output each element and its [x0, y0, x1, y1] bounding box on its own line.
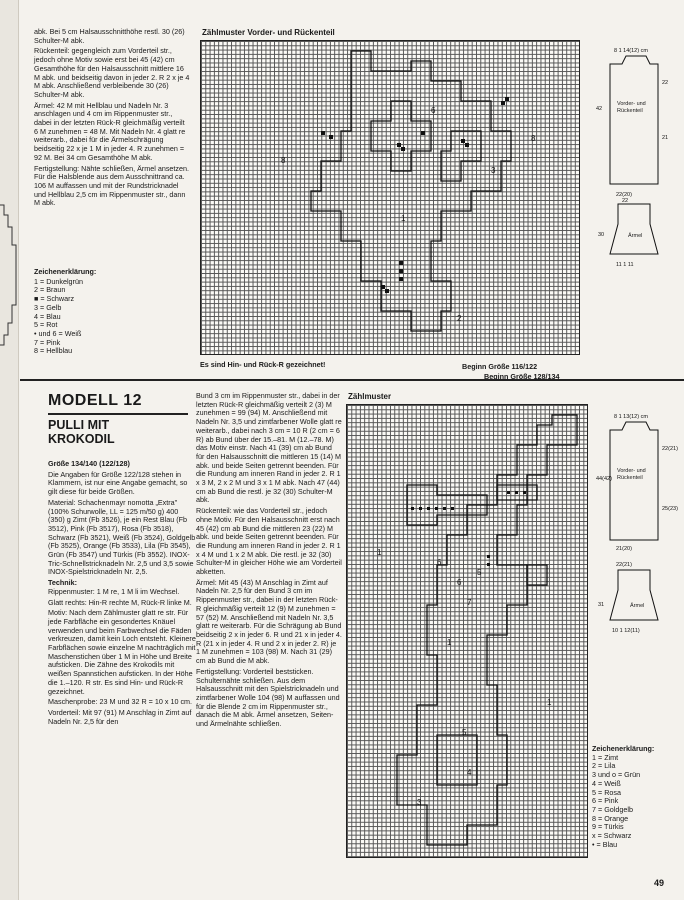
svg-text:11 1 11: 11 1 11	[616, 262, 634, 268]
svg-text:1: 1	[377, 548, 382, 557]
top-legend-item: 3 = Gelb	[34, 302, 62, 312]
svg-text:22: 22	[622, 198, 629, 204]
top-pattern-schematics	[596, 44, 672, 294]
svg-text:22(21): 22(21)	[616, 562, 632, 568]
bottom-legend-item: • = Blau	[592, 839, 618, 849]
top-legend-item: 5 = Rot	[34, 320, 58, 330]
gauge-para: Maschenprobe: 23 M und 32 R = 10 x 10 cm.	[48, 697, 193, 707]
finishing-para: Fertigstellung: Vorderteil beststicken. Schulternähte schließen. Aus dem Halsausschnitt mit den Spielstricknadeln und zimtfarbener Wolle 104 (98) M auffassen und für die Blende 2 cm im Rippenmuster str., danach die M abk. Ärmel ansetzen, Seiten- und Ärmelnähte schließen.	[196, 666, 340, 729]
svg-text:21: 21	[662, 135, 669, 141]
technique-heading: Technik:	[48, 578, 78, 588]
svg-text:25(23): 25(23)	[662, 506, 678, 512]
top-start-size-1: Beginn Größe 116/122	[462, 362, 538, 371]
top-legend-item: 4 = Blau	[34, 311, 61, 321]
svg-text:42: 42	[596, 106, 603, 112]
svg-text:21(20): 21(20)	[616, 546, 632, 552]
top-legend-item: • und 6 = Weiß	[34, 328, 82, 338]
bottom-legend-item: 8 = Orange	[592, 813, 629, 823]
top-legend-item: ■ = Schwarz	[34, 294, 75, 304]
top-start-size-2: Beginn Größe 128/134	[484, 372, 560, 381]
svg-text:8: 8	[531, 134, 536, 143]
svg-text:10 1 12(11): 10 1 12(11)	[612, 628, 640, 634]
bottom-schema-sleeve-label: Ärmel	[630, 603, 645, 609]
bottom-legend-item: 9 = Türkis	[592, 822, 624, 832]
material-para: Material: Schachenmayr nomotta „Extra" (100% Schurwolle, LL = 125 m/50 g) 400 (350) g Zimt (Fb 3526), je ein Rest Blau (Fb 3512), Pink (Fb 3517), Rosa (Fb 3518), Schwarz (Fb 3521), Weiß (Fb 3524), Goldgelb (Fb 3525), Orange (Fb 3533), Lila (Fb 3545), Grün (Fb 3547) und Türkis (Fb 3552). INOX-Tric-Schnellstricknadeln Nr. 2,5 und 3,5 sowie INOX-Spielstricknadeln Nr. 2,5.	[48, 497, 196, 577]
bottom-legend-item: 7 = Goldgelb	[592, 804, 633, 814]
bottom-legend-item: 1 = Zimt	[592, 752, 619, 762]
model-subtitle-line-2: KROKODIL	[48, 432, 115, 446]
svg-text:1: 1	[547, 698, 552, 707]
svg-text:6: 6	[431, 106, 436, 115]
model-subtitle	[48, 418, 115, 446]
bottom-legend-item: x = Schwarz	[592, 831, 632, 841]
front-para-cont: Bund 3 cm im Rippenmuster str., dabei in der letzten Rück-R gleichmäßig verteilt 2 (3) M zunehmen = 99 (94) M. Anschließend mit Nadeln Nr. 3,5 und zimtfarbener Wolle glatt re weiterarb., dabei nach 3 cm = 10 R (2 cm = 6 R) ab Bund über der 15.–81. M (12.–78. M) das Motiv einstr. Nach 41 (39) cm ab Bund für den Halsausschnitt die mittleren 15 (14) M abk. und beide Seiten getrennt beenden. Für die Rundung am inneren Rand in jeder 2. R 1 x 3 M, 2 x 2 M und 3 x 1 M abk. Nach 47 (44) cm ab Bund die restl. je 32 (30) Schulter-M abk.	[196, 391, 342, 505]
top-chart-title: Zählmuster Vorder- und Rückenteil	[202, 28, 335, 37]
svg-text:6: 6	[437, 558, 442, 567]
model-title: MODELL 12	[48, 392, 142, 409]
bottom-legend	[592, 745, 682, 849]
svg-text:3: 3	[417, 798, 422, 807]
bottom-schema-front-label: Vorder- und Rückenteil	[617, 468, 646, 481]
svg-text:8 1 14(12) cm: 8 1 14(12) cm	[614, 48, 648, 54]
svg-text:6: 6	[457, 578, 462, 587]
svg-text:2: 2	[457, 314, 462, 323]
model-title-rule	[48, 413, 188, 415]
bottom-legend-item: 6 = Pink	[592, 796, 619, 806]
top-instructions	[34, 28, 190, 210]
svg-text:22(21): 22(21)	[662, 446, 678, 452]
bottom-legend-item: 4 = Weiß	[592, 778, 621, 788]
top-para-2: Rückenteil: gegengleich zum Vorderteil str., jedoch ohne Motiv sowie erst bei 45 (42) cm Gesamthöhe für den Halsausschnitt mittlere 16 M abk. und beidseitig davon in jeder 2. R 2 x je 4 M abk. Anschließend verbleibende 30 (26) Schulter-M abk.	[34, 46, 190, 99]
page-number: 49	[653, 878, 664, 888]
size-note: Die Angaben für Größe 122/128 stehen in Klammern, ist nur eine Angabe gemacht, so gilt diese für beide Größen.	[48, 469, 188, 497]
motif-para: Motiv: Nach dem Zählmuster glatt re str. Für jede Farbfläche ein gesondertes Knäuel verwenden und beim Farbwechsel die Fäden verkreuzen, damit kein Loch entsteht. Kleinere Farbflächen sowie einzelne M nachträglich mit Maschenstichen über 1 M in Höhe und Breite aufsticken. Die Zähne des Krokodils mit weißen Spannstichen aufsticken. In der Höhe die 1.–120. R str. Es sind Hin- und Rück-R gezeichnet.	[48, 608, 196, 696]
top-schema-sleeve-label: Ärmel	[628, 233, 643, 239]
top-legend-item: 2 = Braun	[34, 285, 66, 295]
svg-text:44(42): 44(42)	[596, 476, 612, 482]
bottom-legend-title: Zeichenerklärung:	[592, 744, 655, 753]
svg-text:8: 8	[281, 156, 286, 165]
svg-text:22(20): 22(20)	[616, 192, 632, 198]
svg-text:22: 22	[662, 80, 669, 86]
svg-text:5: 5	[462, 728, 467, 737]
svg-text:7: 7	[467, 598, 472, 607]
top-legend	[34, 268, 190, 356]
top-para-3: Ärmel: 42 M mit Hellblau und Nadeln Nr. 3 anschlagen und 4 cm im Rippenmuster str., dabei in der letzten Rück-R gleichmäßig verteilt 6 M zunehmen = 48 M. Mit Nadeln Nr. 4 glatt re weiterarb., dabei für die Ärmelschrägung beidseitig 22 x je 1 M in jeder 4. R zunehmen = 92 M. Bei 34 cm Gesamthöhe M abk.	[34, 100, 186, 162]
top-motif-outline	[201, 41, 579, 354]
svg-text:1: 1	[447, 638, 452, 647]
top-legend-item: 1 = Dunkelgrün	[34, 276, 83, 286]
stockinette-para: Glatt rechts: Hin-R rechte M, Rück-R linke M.	[48, 597, 192, 607]
adjacent-chart-fragment	[0, 205, 18, 345]
top-knitting-grid	[200, 40, 580, 355]
svg-text:4: 4	[467, 768, 472, 777]
rib-pattern-para: Rippenmuster: 1 M re, 1 M li im Wechsel.	[48, 586, 180, 596]
svg-text:3: 3	[491, 166, 496, 175]
top-para-1: abk. Bei 5 cm Halsausschnitthöhe restl. 30 (26) Schulter-M abk.	[34, 27, 185, 45]
back-para: Rückenteil: wie das Vorderteil str., jedoch ohne Motiv. Für den Halsausschnitt erst nach 45 (42) cm ab Bund die mittleren 23 (22) M abk. und beide Seiten getrennt beenden. Für die Rundung am inneren Rand in jeder 2. R 1 x 4 M und 1 x 2 M abk. Die restl. je 32 (30) Schulter-M in gleicher Höhe wie am Vorderteil abketten.	[196, 506, 342, 577]
svg-text:1: 1	[401, 214, 406, 223]
model-subtitle-line-1: PULLI MIT	[48, 418, 110, 432]
svg-text:30: 30	[598, 232, 605, 238]
bottom-chart-title: Zählmuster	[348, 392, 392, 401]
svg-text:31: 31	[598, 602, 605, 608]
bottom-knitting-grid	[346, 404, 588, 858]
front-para-start: Vorderteil: Mit 97 (91) M Anschlag in Zimt auf Nadeln Nr. 2,5 für den	[48, 707, 192, 726]
top-schema-front-label: Vorder- und Rückenteil	[617, 101, 646, 114]
top-legend-title: Zeichenerklärung:	[34, 267, 97, 276]
top-para-4: Fertigstellung: Nähte schließen, Ärmel ansetzen. Für die Halsblende aus dem Ausschnittrand ca. 106 M auffassen und mit der Rundstricknadel und Hellblau 2,5 cm im Rippenmuster str., dann M abk.	[34, 163, 190, 208]
bottom-legend-item: 2 = Lila	[592, 761, 616, 771]
bottom-legend-item: 5 = Rosa	[592, 787, 621, 797]
bottom-legend-item: 3 und o = Grün	[592, 770, 641, 780]
size-heading: Größe 134/140 (122/128)	[48, 459, 130, 468]
bottom-instructions-col-1	[48, 460, 196, 728]
bottom-instructions-col-2	[196, 392, 342, 731]
crocodile-motif-outline	[347, 405, 587, 857]
section-divider	[20, 379, 684, 381]
svg-text:8 1 13(12) cm: 8 1 13(12) cm	[614, 414, 648, 420]
sleeve-para: Ärmel: Mit 45 (43) M Anschlag in Zimt auf Nadeln Nr. 2,5 für den Bund 3 cm im Rippenmuster str., dabei in der letzten Rück-R gleichmäßig verteilt 12 (9) M zunehmen = 57 (52) M. Anschließend mit Nadeln Nr. 3,5 glatt re weiterarb. Für die Schrägung ab Bund beidseitig 2 x in jeder 6. R und 21 x in jeder 4. R (21 x in jeder 4. R und 2 x in jeder 2. R) je 1 M zunehmen = 103 (98) M. Nach 31 (29) cm ab Bund die M abk.	[196, 577, 342, 666]
svg-text:5: 5	[477, 568, 482, 577]
top-chart-note: Es sind Hin- und Rück-R gezeichnet!	[200, 360, 326, 369]
adjacent-page-edge	[0, 0, 19, 900]
top-legend-item: 8 = Hellblau	[34, 346, 73, 356]
top-legend-item: 7 = Pink	[34, 337, 61, 347]
